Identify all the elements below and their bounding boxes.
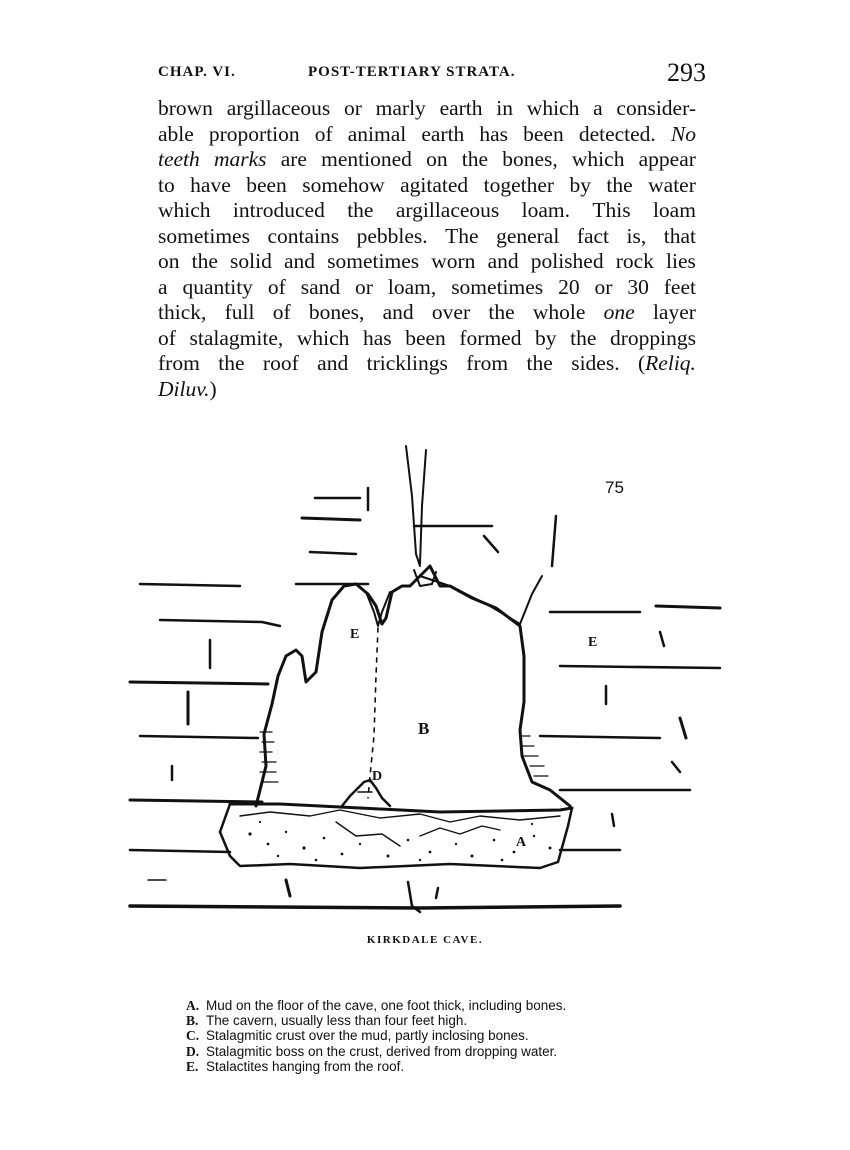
word-group xyxy=(488,300,514,326)
word-group xyxy=(459,326,521,352)
word-group xyxy=(664,224,696,250)
running-title: POST-TERTIARY STRATA. xyxy=(308,64,516,80)
word-group xyxy=(593,96,603,122)
word: or xyxy=(343,96,362,120)
word: bones, xyxy=(308,300,365,324)
word: in xyxy=(496,96,514,120)
word: able xyxy=(158,121,194,146)
word: the xyxy=(191,249,218,273)
fissure xyxy=(420,576,520,624)
word-group xyxy=(610,326,696,352)
cave-floor-line xyxy=(230,804,572,812)
word: have xyxy=(190,172,231,197)
word: Reliq. xyxy=(645,351,696,375)
word: by xyxy=(535,325,557,350)
word: stalagmite, xyxy=(189,325,284,350)
word-group xyxy=(355,275,373,301)
word: feet xyxy=(663,274,696,299)
legend-item xyxy=(186,1013,706,1028)
word: Diluv. xyxy=(158,376,210,401)
word: somehow xyxy=(302,172,385,197)
text-line xyxy=(158,275,696,301)
word: the xyxy=(570,325,597,350)
stratum-line xyxy=(140,736,258,738)
word-group xyxy=(273,300,291,326)
word-group xyxy=(639,147,696,173)
word-group xyxy=(421,122,464,148)
legend-key: B. xyxy=(186,1013,199,1029)
word: a xyxy=(593,96,603,120)
word-group xyxy=(267,224,339,250)
label-b: B xyxy=(418,719,430,738)
word-group xyxy=(158,198,211,224)
word: or xyxy=(594,274,613,299)
word: 30 xyxy=(627,274,649,299)
word: which xyxy=(158,198,211,222)
word-group xyxy=(595,275,613,301)
word: sometimes xyxy=(327,249,420,273)
word: pebbles. xyxy=(356,223,428,248)
word: been xyxy=(523,121,564,146)
stratum-line xyxy=(660,632,664,646)
word-group xyxy=(666,249,696,275)
word-group xyxy=(192,249,218,275)
body-paragraph xyxy=(158,96,696,402)
legend-text: Stalagmitic crust over the mud, partly inclosing bones. xyxy=(206,1028,529,1044)
text-line xyxy=(158,224,696,250)
word-group xyxy=(376,96,426,122)
word-group xyxy=(246,173,287,199)
word: which xyxy=(526,96,580,120)
word: full xyxy=(224,300,255,324)
word-group xyxy=(302,173,384,199)
word: whole xyxy=(532,300,586,324)
mud-surface xyxy=(420,826,500,836)
stalagmite-boss xyxy=(342,780,390,806)
cave-figure xyxy=(120,436,730,926)
word: ( xyxy=(638,351,646,375)
word: of xyxy=(272,300,291,324)
word-group xyxy=(158,326,176,352)
word: from xyxy=(466,351,509,375)
word: a xyxy=(158,274,168,299)
word-group xyxy=(527,351,553,377)
word-group xyxy=(357,224,428,250)
word: the xyxy=(606,172,633,197)
word: loam, xyxy=(387,274,437,299)
word: that xyxy=(663,223,696,248)
word: and xyxy=(487,249,519,273)
word-group xyxy=(577,224,609,250)
mud-left-edge xyxy=(220,804,230,832)
word-group xyxy=(281,147,307,173)
word: solid xyxy=(230,249,272,273)
word: This xyxy=(592,198,631,222)
word: quantity xyxy=(182,274,253,299)
word-group xyxy=(388,275,436,301)
word: is, xyxy=(626,223,647,248)
word-group xyxy=(479,122,508,148)
word-group xyxy=(604,300,635,326)
word: The xyxy=(445,223,479,248)
word-group xyxy=(484,173,554,199)
text-line xyxy=(158,326,696,352)
text-line xyxy=(158,122,696,148)
word-group xyxy=(533,300,586,326)
word-group xyxy=(396,198,499,224)
word: bones, xyxy=(502,147,558,171)
word-group xyxy=(327,249,419,275)
chapter-label: CHAP. VI. xyxy=(158,64,236,80)
legend-key: C. xyxy=(186,1028,200,1044)
kirkdale-cave-illustration xyxy=(120,436,730,926)
word-group xyxy=(531,249,604,275)
word: sides. xyxy=(571,351,620,375)
label-e-left: E xyxy=(350,627,360,642)
word-group xyxy=(572,147,625,173)
word-group xyxy=(218,351,244,377)
stratum-line xyxy=(130,800,262,802)
text-line xyxy=(158,377,696,403)
stratum-line xyxy=(130,682,268,684)
word: formed xyxy=(459,325,522,350)
word: and xyxy=(283,249,316,273)
word: layer xyxy=(652,300,696,324)
fissure xyxy=(420,450,426,564)
word: detected. xyxy=(578,121,656,146)
legend-text: Mud on the floor of the cave, one foot thick, including bones. xyxy=(206,998,567,1013)
word: appear xyxy=(638,147,696,171)
stratum-line xyxy=(130,850,230,852)
figure-caption: KIRKDALE CAVE. xyxy=(366,934,484,946)
word-group xyxy=(367,351,448,377)
word-group xyxy=(182,275,252,301)
word: has xyxy=(479,121,509,146)
word-group xyxy=(227,96,330,122)
legend-text: Stalactites hanging from the roof. xyxy=(206,1058,405,1074)
word: of xyxy=(158,325,176,350)
word: sometimes xyxy=(158,223,250,248)
word-group xyxy=(158,377,217,403)
word-group xyxy=(445,224,478,250)
text-line xyxy=(158,249,696,275)
word: by xyxy=(569,172,591,197)
word-group xyxy=(522,198,570,224)
word-group xyxy=(496,96,513,122)
stratum-line xyxy=(436,888,438,898)
word-group xyxy=(230,249,272,275)
word-group xyxy=(502,147,558,173)
label-e-right: E xyxy=(588,635,598,650)
word: proportion xyxy=(208,121,300,146)
word: agitated xyxy=(400,172,469,197)
word-group xyxy=(488,249,519,275)
word: argillaceous xyxy=(395,198,500,222)
word: of xyxy=(267,274,286,299)
word-group xyxy=(523,122,564,148)
word-group xyxy=(440,96,483,122)
word-group xyxy=(653,300,696,326)
word-group xyxy=(158,173,175,199)
text-line xyxy=(158,198,696,224)
word: of xyxy=(314,121,333,146)
word: one xyxy=(603,300,635,324)
word-group xyxy=(158,96,213,122)
legend-key: E. xyxy=(186,1058,199,1074)
word: droppings xyxy=(609,325,696,350)
figure-legend xyxy=(186,998,706,1074)
word-group xyxy=(158,275,168,301)
word-group xyxy=(268,275,286,301)
word: introduced xyxy=(232,198,325,222)
word-group xyxy=(158,147,200,173)
legend-key: A. xyxy=(186,998,200,1013)
stratum-line xyxy=(130,906,620,908)
word: marks xyxy=(213,147,267,171)
word-group xyxy=(405,326,446,352)
fissure xyxy=(520,576,542,624)
word: water xyxy=(648,172,696,197)
word: fact xyxy=(576,223,610,248)
word-group xyxy=(321,147,412,173)
word-group xyxy=(606,173,632,199)
word-group xyxy=(571,351,619,377)
legend-text: Stalagmitic boss on the crust, derived from dropping water. xyxy=(206,1043,558,1059)
stratum-line xyxy=(612,814,614,826)
word-group xyxy=(527,96,580,122)
word: and xyxy=(317,351,349,375)
word: been xyxy=(405,325,446,350)
word: from xyxy=(158,351,200,375)
legend-item xyxy=(186,1044,706,1059)
stratum-line xyxy=(672,762,680,772)
word-group xyxy=(648,173,696,199)
word: animal xyxy=(347,121,407,146)
word: worn xyxy=(431,249,476,273)
word-group xyxy=(653,198,696,224)
word: over xyxy=(431,300,471,324)
fissure xyxy=(406,446,420,566)
legend-text: The cavern, usually less than four feet high. xyxy=(206,1013,468,1029)
word-group xyxy=(158,300,206,326)
word: the xyxy=(347,198,374,222)
word: 20 xyxy=(558,274,580,299)
word: loam xyxy=(652,198,696,222)
word-group xyxy=(627,224,647,250)
word: been xyxy=(246,172,287,197)
stratum-line xyxy=(140,584,240,586)
word: earth xyxy=(421,121,465,146)
word: ) xyxy=(209,376,217,401)
word-group xyxy=(284,249,315,275)
word: roof xyxy=(262,351,299,375)
word: the xyxy=(488,300,515,324)
word: mentioned xyxy=(321,147,412,171)
word-group xyxy=(233,198,325,224)
word: thick, xyxy=(158,300,207,324)
word: No xyxy=(670,121,696,146)
word: contains xyxy=(267,223,340,248)
mud-surface xyxy=(336,822,400,846)
word: are xyxy=(280,147,307,171)
word-group xyxy=(347,198,373,224)
stratum-line xyxy=(680,718,686,738)
word: consider- xyxy=(616,96,696,120)
stratum-line xyxy=(560,666,720,668)
word-group xyxy=(462,147,488,173)
legend-item xyxy=(186,1059,706,1074)
legend-key: D. xyxy=(186,1043,200,1059)
word: polished xyxy=(530,249,604,273)
word-group xyxy=(190,173,231,199)
text-line xyxy=(158,147,696,173)
text-line xyxy=(158,173,696,199)
word: on xyxy=(426,147,448,171)
text-line xyxy=(158,351,696,377)
word-group xyxy=(432,300,470,326)
running-header xyxy=(158,58,706,88)
legend-item xyxy=(186,998,706,1013)
word-group xyxy=(431,249,475,275)
word-group xyxy=(158,224,250,250)
word-group xyxy=(209,122,300,148)
word: together xyxy=(483,172,555,197)
word-group xyxy=(158,249,180,275)
word-group xyxy=(214,147,267,173)
word-group xyxy=(569,173,591,199)
word-group xyxy=(616,249,654,275)
stratum-line xyxy=(286,880,290,896)
word: argillaceous xyxy=(226,96,331,120)
word: general xyxy=(496,223,560,248)
word-group xyxy=(383,300,414,326)
word-group xyxy=(301,275,340,301)
word-group xyxy=(671,122,696,148)
word: marly xyxy=(375,96,426,120)
word-group xyxy=(592,198,630,224)
word-group xyxy=(348,122,407,148)
word-group xyxy=(297,326,350,352)
word: or xyxy=(355,274,373,299)
legend-item xyxy=(186,1028,706,1043)
word-group xyxy=(664,275,696,301)
word: the xyxy=(461,147,489,171)
word-group xyxy=(638,351,696,377)
word-group xyxy=(570,326,596,352)
word: sand xyxy=(300,274,341,299)
word-group xyxy=(496,224,559,250)
mud-speckles xyxy=(248,821,551,861)
stratum-line xyxy=(540,736,660,738)
word: to xyxy=(158,172,175,197)
word: teeth xyxy=(158,147,200,171)
word-group xyxy=(344,96,362,122)
word-group xyxy=(579,122,656,148)
stratum-line xyxy=(484,536,498,552)
word: which xyxy=(571,147,625,171)
word-group xyxy=(558,275,580,301)
word: has xyxy=(362,325,392,350)
text-line xyxy=(158,96,696,122)
word: sometimes xyxy=(451,274,544,299)
word-group xyxy=(309,300,365,326)
stratum-line xyxy=(656,606,720,608)
word-group xyxy=(616,96,696,122)
word: and xyxy=(382,300,414,324)
word-group xyxy=(535,326,557,352)
word-group xyxy=(400,173,468,199)
word-group xyxy=(158,351,200,377)
wall-hatching xyxy=(520,736,548,776)
word-group xyxy=(158,122,194,148)
word-group xyxy=(317,351,348,377)
word-group xyxy=(426,147,448,173)
word-group xyxy=(451,275,543,301)
word: on xyxy=(158,249,180,273)
word: earth xyxy=(439,96,483,120)
word: which xyxy=(296,325,350,350)
stratum-line xyxy=(302,518,360,520)
label-a: A xyxy=(516,835,527,850)
word-group xyxy=(363,326,392,352)
word-group xyxy=(190,326,284,352)
word-group xyxy=(225,300,255,326)
stratum-line xyxy=(160,620,280,626)
word-group xyxy=(466,351,508,377)
figure-number: 75 xyxy=(605,478,624,497)
label-d: D xyxy=(372,769,383,784)
word-group xyxy=(315,122,333,148)
page-number: 293 xyxy=(667,58,706,87)
word: brown xyxy=(158,96,213,120)
text-line xyxy=(158,300,696,326)
word: the xyxy=(218,351,245,375)
word: the xyxy=(526,351,553,375)
stratum-line xyxy=(552,516,556,566)
word: rock xyxy=(615,249,654,273)
word-group xyxy=(263,351,299,377)
word: loam. xyxy=(521,198,571,222)
stratum-line xyxy=(310,552,356,554)
word: lies xyxy=(666,249,696,273)
word-group xyxy=(627,275,649,301)
cave-wall xyxy=(256,566,570,806)
word: tricklings xyxy=(366,351,448,375)
